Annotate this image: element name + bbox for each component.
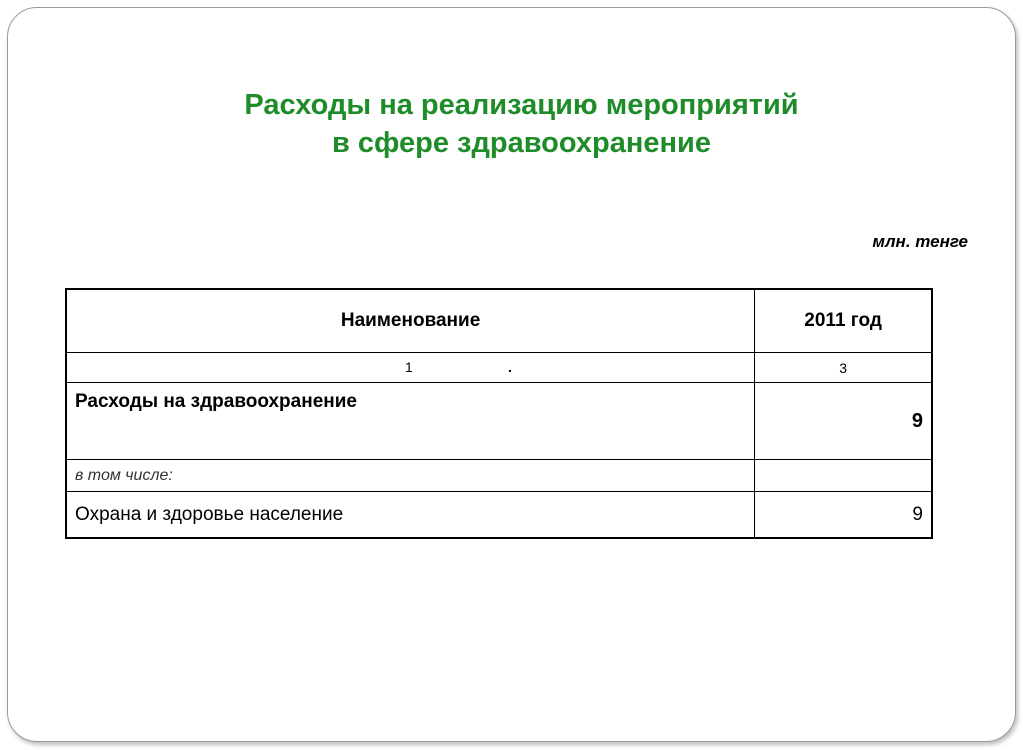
column-number-dot: . [508,359,512,375]
table-row [66,383,932,460]
column-number-row [66,353,932,383]
table-row [66,492,932,539]
unit-label: млн. тенге [872,232,968,251]
column-number-name [66,353,755,383]
page-title [0,86,1023,162]
title-line-1: Расходы на реализацию мероприятий [244,89,799,121]
header-name: Наименование [66,289,755,353]
including-label-cell: в том числе: [66,460,755,492]
table-header-row [66,289,932,353]
item-name-cell: Охрана и здоровье население [66,492,755,539]
total-value-cell: 9 [755,383,932,460]
item-value-cell: 9 [755,492,932,539]
title-line-2: в сфере здравоохранение [332,127,711,159]
header-year: 2011 год [755,289,932,353]
expenses-table [65,288,933,539]
column-number-1: 1 [405,359,413,375]
table-row [66,460,932,492]
including-empty-cell [755,460,932,492]
total-name-cell: Расходы на здравоохранение [66,383,755,460]
column-number-3: 3 [755,353,932,383]
